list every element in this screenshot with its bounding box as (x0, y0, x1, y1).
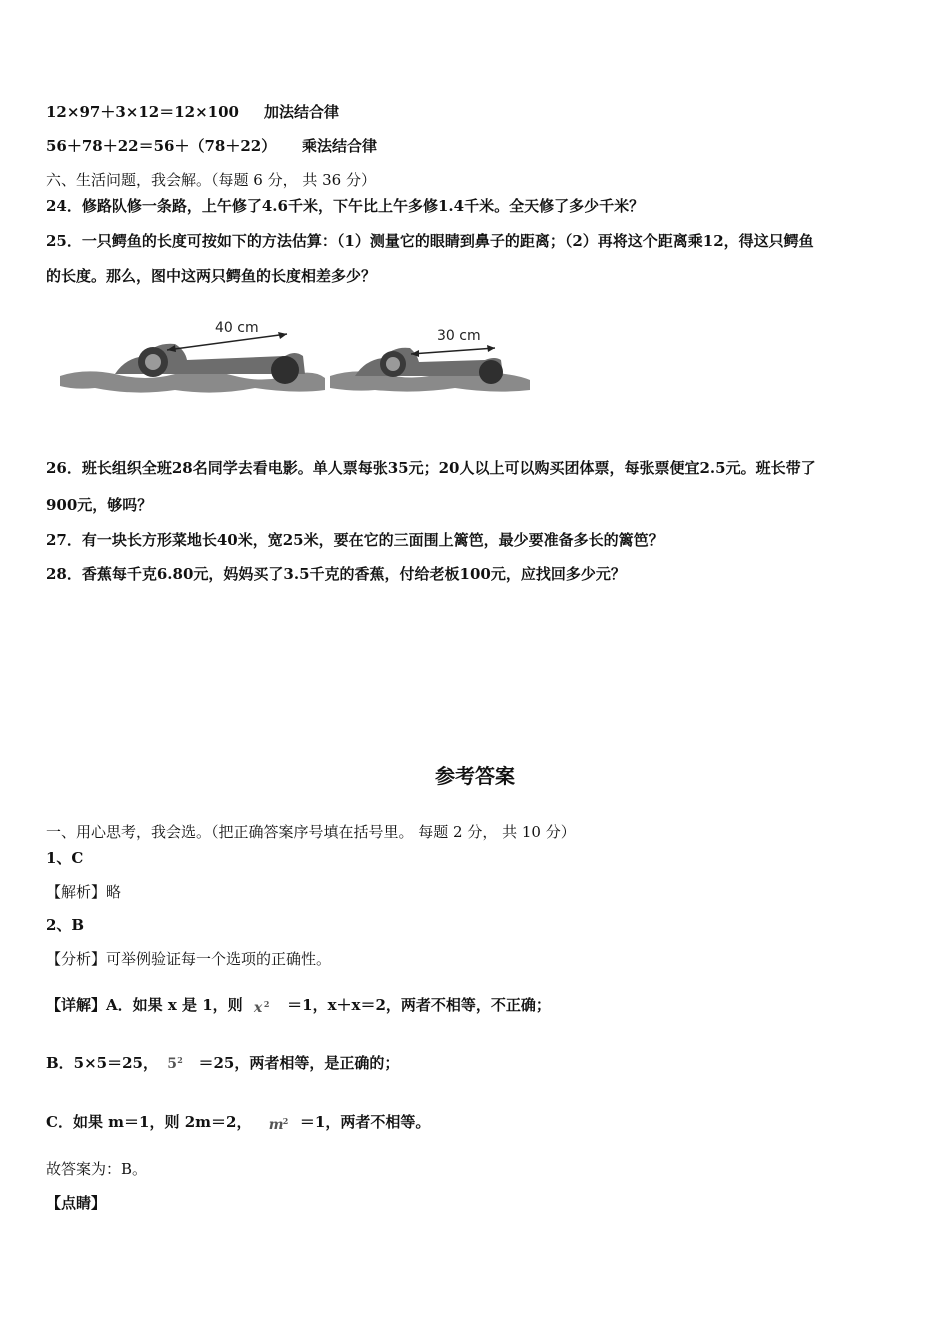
answer-2: 2、B (46, 916, 85, 934)
law-expression: 56＋78＋22＝56＋（78＋22） (46, 137, 277, 155)
power-expression: 5 2 (167, 1055, 183, 1072)
answers-title: 参考答案 (435, 764, 515, 788)
detail-c (46, 1112, 430, 1132)
question-24: 24．修路队修一条路，上午修了4.6千米，下午比上午多修1.4千米。全天修了多少千米？ (46, 197, 645, 215)
power-expression: x 2 (253, 999, 270, 1016)
conclusion: 故答案为：B。 (46, 1160, 148, 1178)
detail-a-rest: ＝1，x＋x＝2，两者不相等，不正确； (287, 996, 551, 1014)
detail-b-text: B．5×5＝25， (46, 1054, 158, 1072)
question-27: 27．有一块长方形菜地长40米，宽25米，要在它的三面围上篱笆，最少要准备多长的篱笆？ (46, 531, 664, 549)
detail-b-rest: ＝25，两者相等，是正确的； (198, 1054, 400, 1072)
answer-1: 1、C (46, 849, 84, 867)
law-line-2 (46, 136, 378, 156)
question-25-line-1: 25．一只鳄鱼的长度可按如下的方法估算：（1）测量它的眼睛到鼻子的距离；（2）再将这个距离乘12，得这只鳄鱼 (46, 232, 814, 250)
power-expression: m 2 (268, 1116, 289, 1133)
section-heading-6: 六、生活问题，我会解。（每题 6 分， 共 36 分） (46, 171, 376, 189)
answer-1-analysis: 【解析】略 (46, 883, 122, 901)
crocodile-illustration (55, 298, 535, 408)
question-25-line-2: 的长度。那么，图中这两只鳄鱼的长度相差多少？ (46, 267, 377, 285)
question-26-line-1: 26．班长组织全班28名同学去看电影。单人票每张35元；20人以上可以购买团体票，每张票便宜2.5元。班长带了 (46, 459, 816, 477)
law-expression: 12×97＋3×12＝12×100 (46, 103, 239, 121)
crocodile-figure (55, 298, 535, 408)
detail-a-text: 【详解】A．如果 x 是 1，则 (46, 996, 243, 1014)
croc1-label: 40 cm (215, 320, 259, 336)
question-28: 28．香蕉每千克6.80元，妈妈买了3.5千克的香蕉，付给老板100元，应找回多少元？ (46, 565, 626, 583)
question-26-line-2: 900元，够吗？ (46, 496, 153, 514)
answers-section-1: 一、用心思考，我会选。（把正确答案序号填在括号里。 每题 2 分， 共 10 分） (46, 823, 576, 841)
dianjing-label: 【点睛】 (46, 1194, 107, 1212)
detail-c-text: C．如果 m＝1，则 2m＝2， (46, 1113, 252, 1131)
law-line-1 (46, 102, 340, 122)
croc2-label: 30 cm (437, 328, 481, 344)
law-name: 加法结合律 (264, 103, 340, 121)
detail-a (46, 995, 551, 1015)
detail-c-rest: ＝1，两者不相等。 (299, 1113, 431, 1131)
answer-2-analysis: 【分析】可举例验证每一个选项的正确性。 (46, 950, 332, 968)
law-name: 乘法结合律 (302, 137, 378, 155)
detail-b (46, 1053, 399, 1073)
